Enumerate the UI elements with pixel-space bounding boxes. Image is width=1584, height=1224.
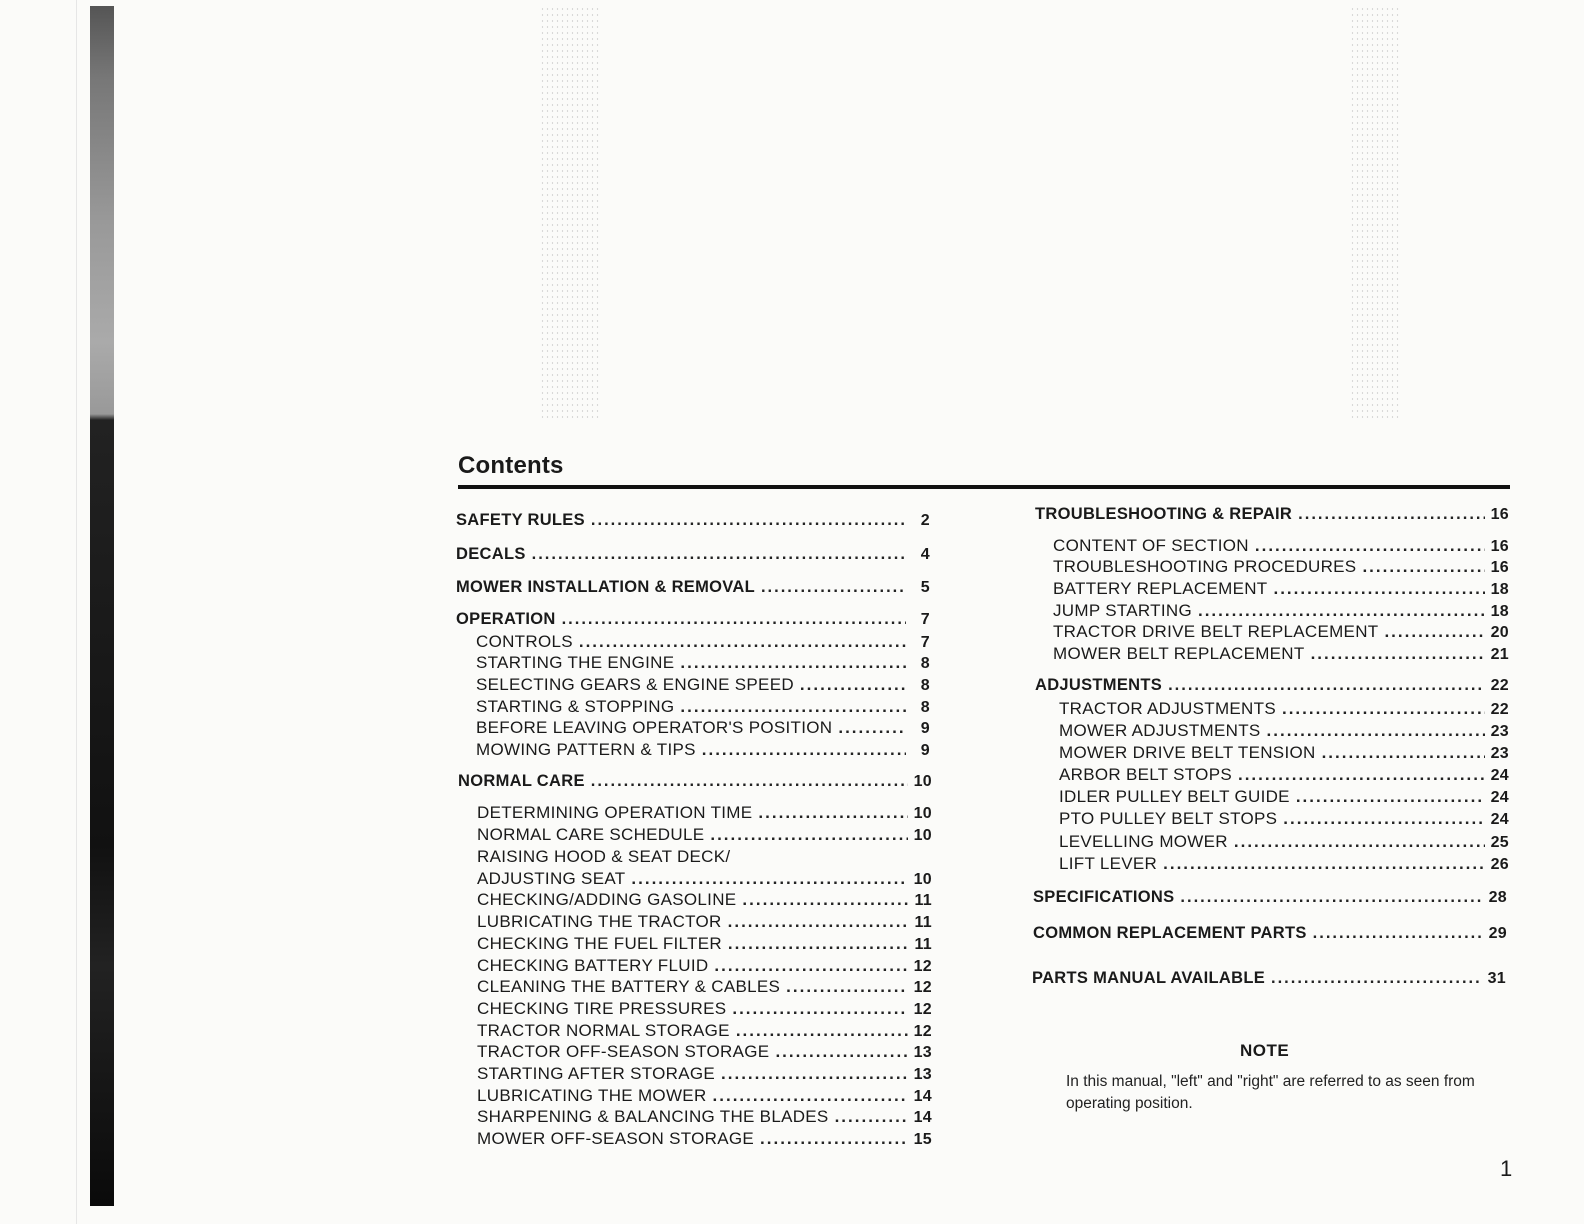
dot-leader — [1282, 699, 1485, 719]
toc-page: 9 — [920, 742, 930, 759]
toc-label: LEVELLING MOWER — [1059, 832, 1228, 851]
toc-label: CLEANING THE BATTERY & CABLES — [477, 977, 781, 996]
toc-label: STARTING & STOPPING — [476, 697, 675, 716]
page-number: 1 — [1500, 1156, 1513, 1181]
dot-leader — [680, 653, 906, 673]
toc-page: 18 — [1490, 581, 1509, 598]
toc-page: 22 — [1490, 677, 1509, 694]
toc-entry-gasoline[interactable] — [477, 890, 932, 910]
toc-entry-normal-storage[interactable] — [477, 1021, 932, 1041]
toc-page: 15 — [913, 1131, 932, 1148]
toc-page: 10 — [913, 805, 932, 822]
dot-leader — [835, 1107, 908, 1127]
toc-entry-selecting-gears[interactable] — [476, 675, 930, 695]
dot-leader — [1267, 721, 1485, 741]
dot-leader — [591, 772, 908, 791]
toc-label: TROUBLESHOOTING PROCEDURES — [1053, 557, 1357, 576]
toc-page: 21 — [1490, 646, 1509, 663]
toc-entry-safety-rules[interactable] — [456, 511, 930, 530]
toc-page: 8 — [920, 677, 930, 694]
dot-leader — [1255, 536, 1485, 556]
binding-strip — [90, 6, 114, 1206]
toc-label: DECALS — [456, 545, 526, 563]
toc-entry-lubricating-mower[interactable] — [477, 1086, 932, 1106]
toc-page: 14 — [913, 1088, 932, 1105]
toc-entry-arbor-belt-stops[interactable] — [1059, 765, 1509, 785]
dot-leader — [1234, 832, 1485, 852]
dot-leader — [591, 511, 906, 530]
toc-label: DETERMINING OPERATION TIME — [477, 803, 753, 822]
dot-leader — [1283, 809, 1484, 829]
dot-leader — [1271, 969, 1482, 988]
toc-label: OPERATION — [456, 610, 556, 628]
dot-leader — [800, 675, 906, 695]
dot-leader — [1238, 765, 1485, 785]
toc-entry-tractor-off-season[interactable] — [477, 1042, 932, 1062]
toc-page: 20 — [1490, 624, 1509, 641]
dot-leader — [758, 803, 907, 823]
toc-page: 24 — [1490, 767, 1509, 784]
toc-page: 25 — [1490, 834, 1509, 851]
toc-label: CHECKING/ADDING GASOLINE — [477, 890, 737, 909]
toc-entry-battery-replacement[interactable] — [1053, 579, 1509, 599]
toc-label: SELECTING GEARS & ENGINE SPEED — [476, 675, 794, 694]
toc-label: TRACTOR OFF-SEASON STORAGE — [477, 1042, 770, 1061]
toc-entry-tractor-drive-belt[interactable] — [1053, 622, 1509, 642]
toc-page: 10 — [913, 773, 932, 790]
toc-label: LUBRICATING THE TRACTOR — [477, 912, 722, 931]
toc-page: 11 — [914, 914, 932, 931]
toc-page: 29 — [1488, 925, 1507, 942]
toc-page: 12 — [913, 1023, 932, 1040]
toc-entry-mower-belt-replacement[interactable] — [1053, 644, 1509, 664]
toc-entry-lubricating-tractor[interactable] — [477, 912, 932, 932]
dot-leader — [1322, 743, 1485, 763]
toc-page: 26 — [1490, 856, 1509, 873]
toc-label: SAFETY RULES — [456, 511, 585, 529]
dot-leader — [1198, 601, 1485, 621]
heading-rule — [458, 485, 1510, 489]
toc-page: 12 — [913, 1001, 932, 1018]
toc-label: BEFORE LEAVING OPERATOR'S POSITION — [476, 718, 833, 737]
toc-page: 10 — [913, 871, 932, 888]
toc-label: TRACTOR DRIVE BELT REPLACEMENT — [1053, 622, 1379, 641]
dot-leader — [742, 890, 908, 910]
toc-page: 13 — [913, 1044, 932, 1061]
dot-leader — [760, 1129, 908, 1149]
toc-label: CHECKING BATTERY FLUID — [477, 956, 709, 975]
toc-entry-mower-installation[interactable] — [456, 578, 930, 597]
toc-entry-pto-pulley[interactable] — [1059, 809, 1509, 829]
toc-entry-starting-stopping[interactable] — [476, 697, 930, 717]
dot-leader — [714, 956, 907, 976]
dot-leader — [736, 1021, 908, 1041]
dot-leader — [631, 869, 907, 889]
toc-label: CONTROLS — [476, 632, 573, 651]
toc-page: 18 — [1490, 603, 1509, 620]
dot-leader — [562, 610, 906, 629]
toc-label: MOWER INSTALLATION & REMOVAL — [456, 578, 755, 596]
toc-page: 24 — [1490, 789, 1509, 806]
toc-page: 23 — [1490, 745, 1509, 762]
dot-leader — [732, 999, 907, 1019]
toc-page: 5 — [920, 579, 930, 596]
dot-leader — [532, 545, 906, 564]
toc-label: ADJUSTING SEAT — [477, 869, 626, 888]
toc-label: BATTERY REPLACEMENT — [1053, 579, 1268, 598]
toc-entry-mowing-pattern[interactable] — [476, 740, 930, 760]
toc-entry-parts-manual[interactable] — [1032, 969, 1506, 988]
toc-label: TROUBLESHOOTING & REPAIR — [1035, 505, 1293, 523]
toc-label: CHECKING THE FUEL FILTER — [477, 934, 722, 953]
toc-entry-mower-adjustments[interactable] — [1059, 721, 1509, 741]
toc-entry-starting-after-storage[interactable] — [477, 1064, 932, 1084]
dot-leader — [1311, 644, 1485, 664]
toc-page: 7 — [920, 611, 930, 628]
toc-entry-operation[interactable] — [456, 610, 930, 629]
toc-entry-normal-care[interactable] — [458, 772, 932, 791]
toc-entry-adjusting-seat[interactable] — [477, 869, 932, 889]
toc-page: 22 — [1490, 701, 1509, 718]
dot-leader — [680, 697, 906, 717]
dot-leader — [713, 1086, 908, 1106]
toc-label: ARBOR BELT STOPS — [1059, 765, 1232, 784]
toc-entry-before-leaving[interactable] — [476, 718, 930, 738]
toc-page: 12 — [913, 958, 932, 975]
toc-page: 8 — [920, 699, 930, 716]
toc-label: SPECIFICATIONS — [1033, 888, 1175, 906]
scan-speckle — [540, 6, 600, 421]
toc-page: 9 — [920, 720, 930, 737]
toc-label: STARTING AFTER STORAGE — [477, 1064, 716, 1083]
dot-leader — [728, 912, 908, 932]
toc-page: 14 — [913, 1109, 932, 1126]
toc-label: LUBRICATING THE MOWER — [477, 1086, 707, 1105]
toc-page: 12 — [913, 979, 932, 996]
toc-page: 31 — [1487, 970, 1506, 987]
dot-leader — [761, 578, 906, 597]
toc-page: 2 — [920, 512, 930, 529]
toc-page: 11 — [914, 892, 932, 909]
toc-page: 11 — [914, 936, 932, 953]
toc-entry-common-replacement-parts[interactable] — [1033, 924, 1507, 943]
toc-label: PTO PULLEY BELT STOPS — [1059, 809, 1278, 828]
dot-leader — [1362, 557, 1484, 577]
toc-page: 8 — [920, 655, 930, 672]
toc-label: NORMAL CARE SCHEDULE — [477, 825, 705, 844]
toc-page: 16 — [1490, 506, 1509, 523]
dot-leader — [579, 632, 906, 652]
dot-leader — [728, 934, 908, 954]
toc-label: IDLER PULLEY BELT GUIDE — [1059, 787, 1290, 806]
dot-leader — [838, 718, 906, 738]
toc-entry-decals[interactable] — [456, 545, 930, 564]
scan-speckle — [1350, 6, 1400, 421]
toc-label: MOWER ADJUSTMENTS — [1059, 721, 1261, 740]
toc-label: NORMAL CARE — [458, 772, 585, 790]
binding-edge-line — [76, 0, 77, 1224]
toc-entry-controls[interactable] — [476, 632, 930, 652]
toc-entry-troubleshooting[interactable] — [1035, 505, 1509, 524]
dot-leader — [775, 1042, 907, 1062]
toc-entry-specifications[interactable] — [1033, 888, 1507, 907]
contents-heading: Contents — [458, 452, 564, 479]
toc-label: CHECKING TIRE PRESSURES — [477, 999, 727, 1018]
toc-page: 16 — [1490, 538, 1509, 555]
dot-leader — [702, 740, 906, 760]
dot-leader — [1384, 622, 1484, 642]
toc-page: 16 — [1490, 559, 1509, 576]
toc-label: MOWER OFF-SEASON STORAGE — [477, 1129, 755, 1148]
toc-entry-levelling-mower[interactable] — [1059, 832, 1509, 852]
toc-label: MOWER BELT REPLACEMENT — [1053, 644, 1305, 663]
toc-label: SHARPENING & BALANCING THE BLADES — [477, 1107, 829, 1126]
dot-leader — [1168, 676, 1485, 695]
toc-entry-determining-time[interactable] — [477, 803, 932, 823]
toc-page: 4 — [920, 546, 930, 563]
toc-page: 24 — [1490, 811, 1509, 828]
toc-label: JUMP STARTING — [1053, 601, 1192, 620]
toc-label: MOWING PATTERN & TIPS — [476, 740, 696, 759]
toc-label: PARTS MANUAL AVAILABLE — [1032, 969, 1266, 987]
toc-entry-jump-starting[interactable] — [1053, 601, 1509, 621]
toc-label: TRACTOR NORMAL STORAGE — [477, 1021, 730, 1040]
toc-entry-battery-fluid[interactable] — [477, 956, 932, 976]
toc-label: COMMON REPLACEMENT PARTS — [1033, 924, 1307, 942]
toc-page: 7 — [920, 634, 930, 651]
dot-leader — [1298, 505, 1484, 524]
toc-entry-troubleshooting-procedures[interactable] — [1053, 557, 1509, 577]
toc-page: 10 — [913, 827, 932, 844]
dot-leader — [1163, 854, 1484, 874]
toc-entry-tire-pressures[interactable] — [477, 999, 932, 1019]
dot-leader — [710, 825, 907, 845]
toc-entry-content-of-section[interactable] — [1053, 536, 1509, 556]
toc-label: CONTENT OF SECTION — [1053, 536, 1249, 555]
dot-leader — [1313, 924, 1483, 943]
toc-label: TRACTOR ADJUSTMENTS — [1059, 699, 1276, 718]
toc-entry-care-schedule[interactable] — [477, 825, 932, 845]
dot-leader — [1180, 888, 1482, 907]
toc-label: MOWER DRIVE BELT TENSION — [1059, 743, 1316, 762]
dot-leader — [1296, 787, 1485, 807]
dot-leader — [721, 1064, 908, 1084]
toc-label-raising-hood: RAISING HOOD & SEAT DECK/ — [477, 847, 731, 866]
toc-entry-tractor-adjustments[interactable] — [1059, 699, 1509, 719]
toc-label: LIFT LEVER — [1059, 854, 1158, 873]
toc-entry-sharpening-blades[interactable] — [477, 1107, 932, 1127]
toc-entry-mower-off-season[interactable] — [477, 1129, 932, 1149]
toc-entry-idler-pulley[interactable] — [1059, 787, 1509, 807]
toc-entry-cleaning-battery[interactable] — [477, 977, 932, 997]
toc-entry-fuel-filter[interactable] — [477, 934, 932, 954]
dot-leader — [1273, 579, 1484, 599]
note-text: In this manual, "left" and "right" are referred to as seen from operating position. — [1066, 1073, 1475, 1112]
toc-label: ADJUSTMENTS — [1035, 676, 1163, 694]
toc-entry-starting-engine[interactable] — [476, 653, 930, 673]
toc-entry-lift-lever[interactable] — [1059, 854, 1509, 874]
dot-leader — [786, 977, 907, 997]
toc-page: 28 — [1488, 889, 1507, 906]
toc-entry-adjustments[interactable] — [1035, 676, 1509, 695]
toc-page: 13 — [913, 1066, 932, 1083]
toc-entry-mower-drive-belt-tension[interactable] — [1059, 743, 1509, 763]
toc-page: 23 — [1490, 723, 1509, 740]
note-title: NOTE — [1240, 1041, 1290, 1060]
toc-label: STARTING THE ENGINE — [476, 653, 675, 672]
